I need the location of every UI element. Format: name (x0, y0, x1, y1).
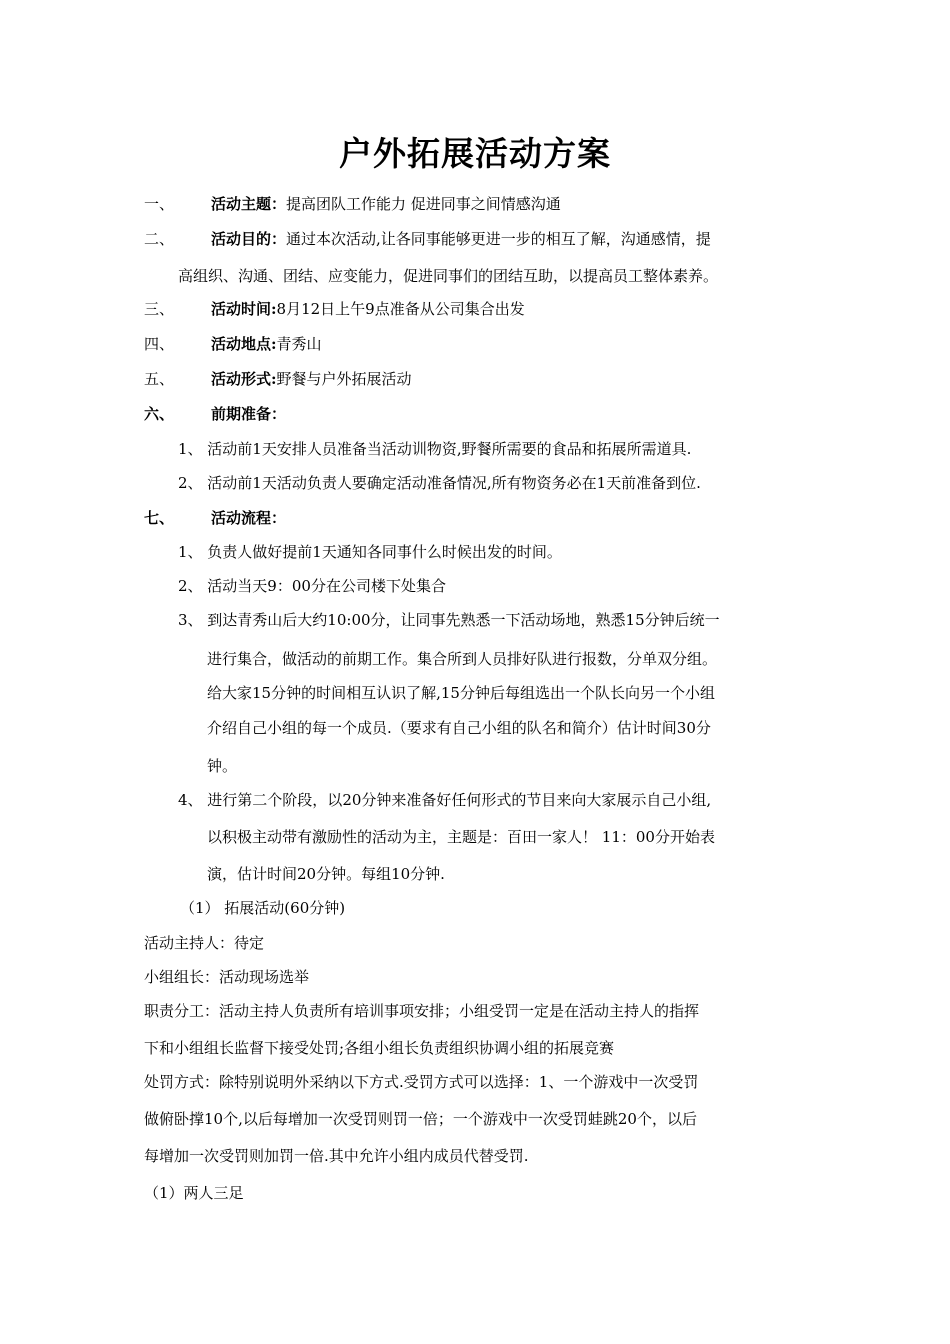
section-number: 五、 (144, 370, 175, 388)
body-line: 职责分工：活动主持人负责所有培训事项安排；小组受罚一定是在活动主持人的指挥 (144, 1002, 700, 1020)
section-5 (144, 369, 174, 389)
section-text: 8月12日上午9点准备从公司集合出发 (276, 300, 525, 318)
section-label: 活动时间: (211, 300, 277, 318)
section-6 (144, 404, 174, 424)
body-line: 活动主持人：待定 (144, 934, 265, 952)
document-title: 户外拓展活动方案 (339, 134, 611, 173)
section-1 (144, 194, 174, 214)
flow-item-3-line: 介绍自己小组的每一个成员.（要求有自己小组的队名和简介）估计时间30分 (207, 719, 711, 737)
prep-item-2: 2、 活动前1天活动负责人要确定活动准备情况,所有物资务必在1天前准备到位. (178, 474, 701, 492)
flow-item-4-line: 以积极主动带有激励性的活动为主，主题是：百田一家人！ 11：00分开始表 (207, 828, 715, 846)
section-3-content (211, 299, 525, 319)
section-2 (144, 229, 174, 249)
section-text: 提高团队工作能力 促进同事之间情感沟通 (286, 195, 561, 213)
flow-item-2: 2、 活动当天9：00分在公司楼下处集合 (178, 577, 446, 595)
section-label: 活动流程： (211, 509, 287, 527)
section-number: 一、 (144, 195, 175, 213)
section-6-content (211, 404, 286, 424)
flow-item-4-line: 演，估计时间20分钟。每组10分钟. (207, 865, 445, 883)
flow-item-1: 1、 负责人做好提前1天通知各同事什么时候出发的时间。 (178, 543, 562, 561)
body-line: 下和小组组长监督下接受处罚;各组小组长负责组织协调小组的拓展竞赛 (144, 1039, 615, 1057)
section-label: 前期准备： (211, 405, 287, 423)
section-number: 六、 (144, 405, 175, 423)
body-line: 小组组长：活动现场选举 (144, 968, 310, 986)
body-line: 处罚方式：除特别说明外采纳以下方式.受罚方式可以选择：1、一个游戏中一次受罚 (144, 1073, 699, 1091)
body-line: （1）两人三足 (144, 1184, 244, 1202)
flow-item-3: 3、 到达青秀山后大约10:00分，让同事先熟悉一下活动场地，熟悉15分钟后统一 (178, 611, 720, 629)
section-label: 活动目的： (211, 230, 287, 248)
section-text: 青秀山 (276, 335, 322, 353)
section-5-content (211, 369, 412, 389)
section-text: 野餐与户外拓展活动 (276, 370, 412, 388)
flow-item-4: 4、 进行第二个阶段，以20分钟来准备好任何形式的节目来向大家展示自己小组, (178, 791, 712, 809)
section-7-content (211, 508, 286, 528)
flow-item-3-line: 给大家15分钟的时间相互认识了解,15分钟后每组选出一个队长向另一个小组 (207, 684, 715, 702)
section-4-content (211, 334, 322, 354)
section-text: 通过本次活动,让各同事能够更进一步的相互了解，沟通感情，提 (286, 230, 711, 248)
section-label: 活动主题： (211, 195, 287, 213)
section-2-content (211, 229, 711, 249)
body-line: 做俯卧撑10个,以后每增加一次受罚则罚一倍；一个游戏中一次受罚蛙跳20个，以后 (144, 1110, 697, 1128)
flow-item-3-line: 进行集合，做活动的前期工作。集合所到人员排好队进行报数，分单双分组。 (207, 650, 718, 668)
section-3 (144, 299, 174, 319)
section-label: 活动形式: (211, 370, 277, 388)
section-label: 活动地点: (211, 335, 277, 353)
flow-item-3-line: 钟。 (207, 757, 238, 775)
section-number: 三、 (144, 300, 175, 318)
section-number: 二、 (144, 230, 175, 248)
prep-item-1: 1、 活动前1天安排人员准备当活动训物资,野餐所需要的食品和拓展所需道具. (178, 440, 692, 458)
sub-heading: （1） 拓展活动(60分钟) (180, 899, 346, 917)
section-number: 七、 (144, 509, 175, 527)
section-4 (144, 334, 174, 354)
section-number: 四、 (144, 335, 175, 353)
section-2-continuation: 高组织、沟通、团结、应变能力，促进同事们的团结互助，以提高员工整体素养。 (178, 267, 719, 285)
section-1-content (211, 194, 561, 214)
section-7 (144, 508, 174, 528)
body-line: 每增加一次受罚则加罚一倍.其中允许小组内成员代替受罚. (144, 1147, 529, 1165)
